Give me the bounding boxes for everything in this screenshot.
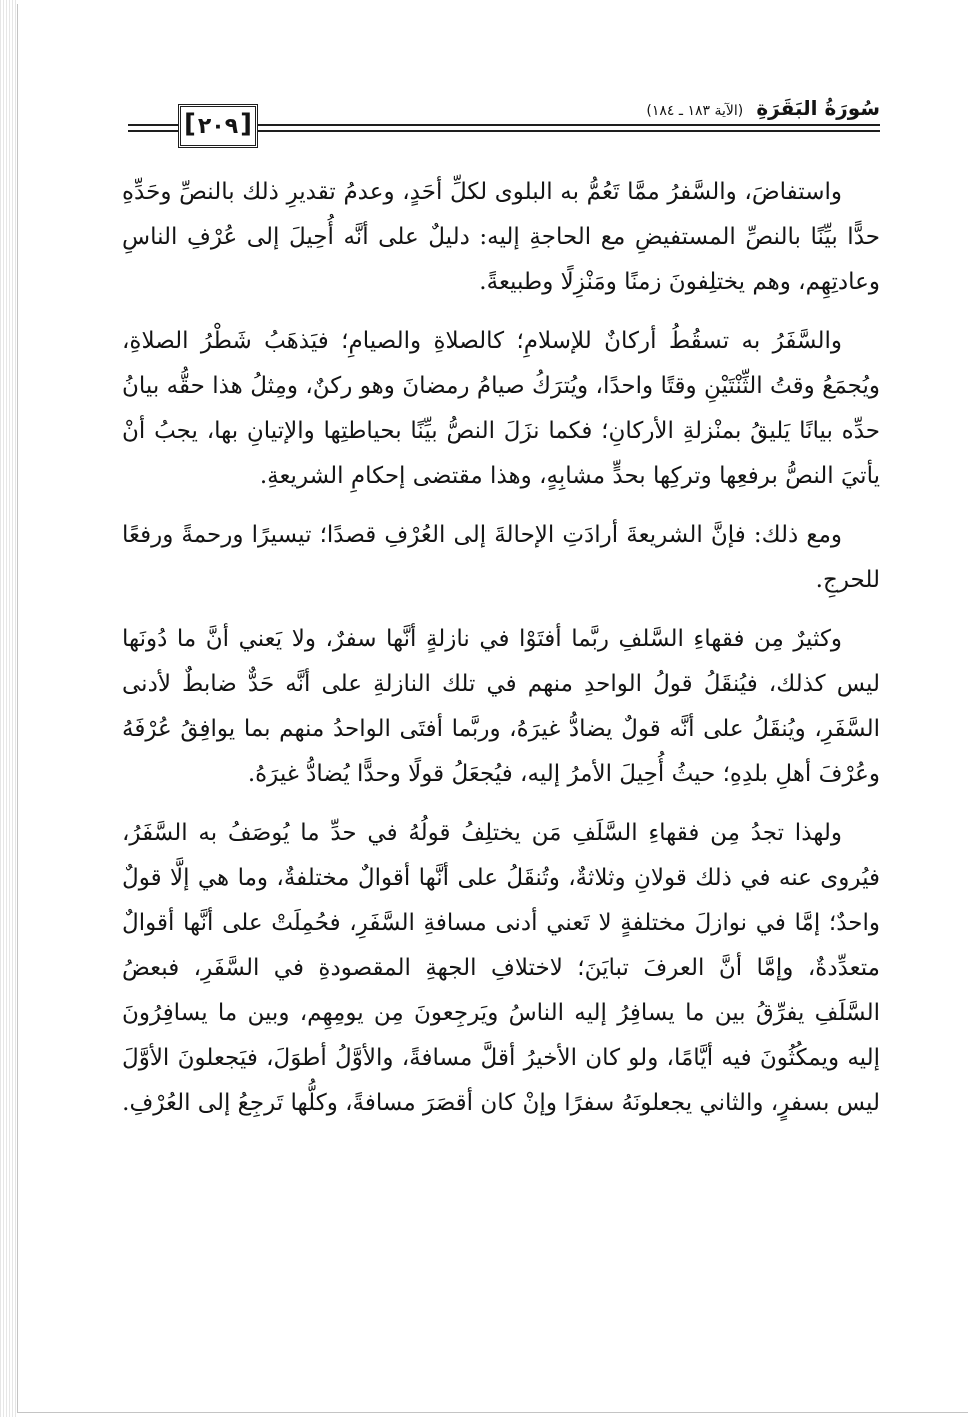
paragraph: واستفاضَ، والسَّفرُ ممَّا تَعُمُّ به البلوى لكلِّ أحَدٍ، وعدمُ تقديرِ ذلك بالنصِّ وحَدِّهِ حدًّا بيِّنًا بالنصِّ المستفيضِ مع الحاجةِ إليه: دليلٌ على أنَّه أُحِيلَ إلى عُرْفِ الناسِ وعادتِهِم، وهم يختلِفونَ زمنًا ومَنْزِلًا وطبيعةً. — [122, 179, 880, 295]
body-text — [122, 170, 880, 1126]
frame-bracket-right: ] — [240, 109, 252, 139]
paragraph: ومع ذلك: فإنَّ الشريعةَ أرادَتِ الإحالةَ إلى العُرْفِ قصدًا؛ تيسيرًا ورحمةً ورفعًا للحرجِ. — [122, 522, 880, 593]
header-rule — [256, 124, 880, 126]
header-rule — [128, 124, 178, 126]
running-title — [640, 96, 880, 122]
header-rule — [128, 130, 178, 132]
page-number-frame — [178, 104, 258, 148]
ayah-range: (الآية ١٨٣ ـ ١٨٤) — [646, 103, 744, 119]
scan-margin-edge — [0, 0, 16, 1417]
page-header — [120, 96, 880, 150]
header-rule — [256, 130, 880, 132]
paragraph: وكثيرٌ مِن فقهاءِ السَّلفِ ربَّما أفتَوْا في نازلةٍ أنَّها سفرٌ، ولا يَعني أنَّ ما دُونَها ليس كذلك، فيُنقَلُ قولُ الواحدِ منهم في تلك النازلةِ على أنَّه حَدٌّ ضابطٌ لأدنى السَّفَرِ، ويُنقَلُ على أنَّه قولٌ يضادُّ غيرَهُ، وربَّما أفتَى الواحدُ منهم بما يوافِقُ عُرْفَهُ وعُرْفَ أهلِ بلدِهِ؛ حيثُ أُحِيلَ الأمرُ إليه، فيُجعَلُ قولًا وحدًّا يُضادُّ غيرَهُ. — [122, 626, 880, 787]
paragraph: ولهذا تجدُ مِن فقهاءِ السَّلَفِ مَن يختلِفُ قولُهُ في حدِّ ما يُوصَفُ به السَّفَرُ، فيُروى عنه في ذلك قولانِ وثلاثةٌ، وتُنقَلُ على أنَّها أقوالٌ مختلفةٌ، وما هي إلَّا قولٌ واحدٌ؛ إمَّا في نوازلَ مختلفةٍ لا تَعني أدنى مسافةِ السَّفَرِ، فحُمِلَتْ على أنَّها أقوالٌ متعدِّدةٌ، وإمَّا أنَّ العرفَ تبايَنَ؛ لاختلافِ الجهةِ المقصودةِ في السَّفَرِ، فبعضُ السَّلَفِ يفرِّقُ بين ما يسافِرُ إليه الناسُ ويَرجِعونَ مِن يومِهِم، وبين ما يسافِرُونَ إليه ويمكُثُونَ فيه أيَّامًا، ولو كان الأخيرُ أقلَّ مسافةً، والأوَّلُ أطوَلَ، فيَجعلونَ الأوَّلَ ليس بسفرٍ، والثاني يجعلونَهُ سفرًا وإنْ كان أقصَرَ مسافةً، وكلُّها تَرجِعُ إلى العُرْفِ. — [122, 820, 880, 1116]
surah-title: سُورَةُ البَقَرَةِ — [756, 96, 880, 120]
page-number: ٢٠٩ — [197, 113, 239, 139]
paragraph: والسَّفَرُ به تسقُطُ أركانٌ للإسلامِ؛ كالصلاةِ والصيامِ؛ فيَذهَبُ شَطْرُ الصلاةِ، ويُجمَعُ وقتُ الثِّنْتَيْنِ وقتًا واحدًا، ويُترَكُ صيامُ رمضانَ وهو ركنٌ، ومِثلُ هذا حقُّه بيانُ حدِّه بيانًا يَليقُ بمنْزلةِ الأركانِ؛ فكما نزَلَ النصُّ بيِّنًا بحياطتِها والإتيانِ بها، يجبُ أنْ يأتيَ النصُّ برفعِها وتركِها بحدٍّ مشابِهٍ، وهذا مقتضى إحكامِ الشريعةِ. — [122, 328, 880, 489]
frame-bracket-left: [ — [184, 109, 196, 139]
